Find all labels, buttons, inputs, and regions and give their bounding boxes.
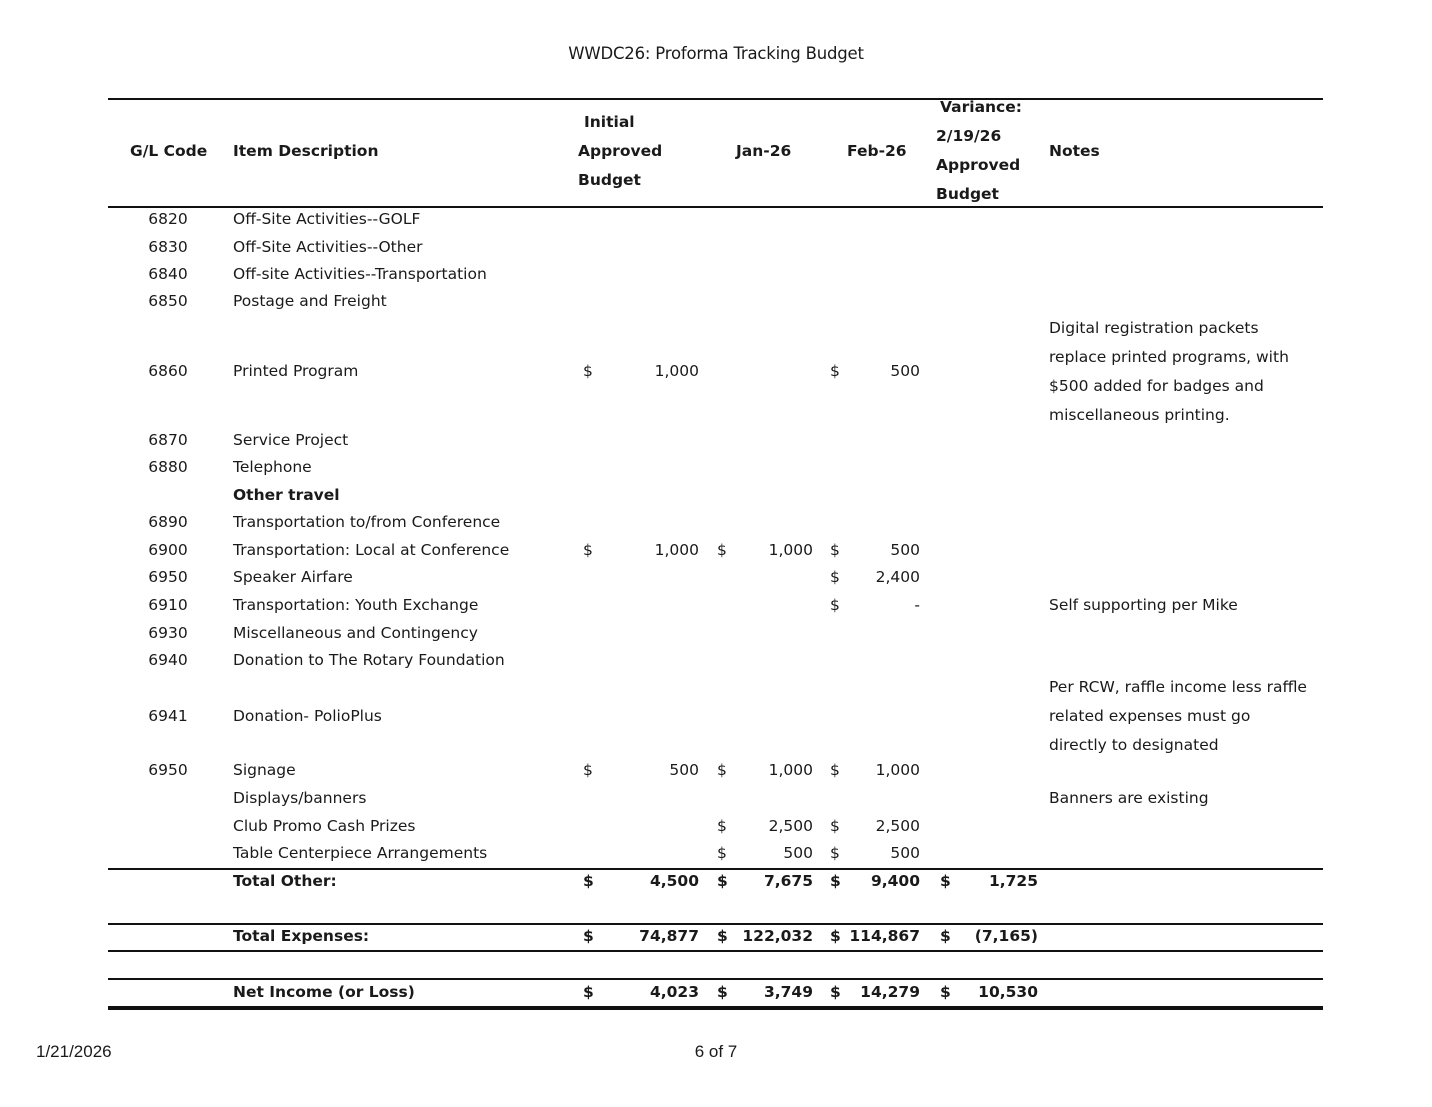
gl-code-cell: 6860 xyxy=(148,362,188,380)
header-variance-line: 2/19/26 xyxy=(936,127,1002,145)
notes-line: miscellaneous printing. xyxy=(1049,405,1230,424)
initial-budget-amount: 500 xyxy=(669,761,699,779)
jan-26-amount: 2,500 xyxy=(768,817,813,835)
jan-26-currency: $ xyxy=(717,761,727,779)
net-income-top-rule xyxy=(108,978,1323,980)
gl-code-cell: 6870 xyxy=(148,431,188,449)
header-notes: Notes xyxy=(1049,142,1100,160)
total-variance-amount: (7,165) xyxy=(974,927,1038,945)
item-description-cell: Miscellaneous and Contingency xyxy=(233,624,478,642)
notes-line: related expenses must go xyxy=(1049,707,1251,725)
total-other-rule xyxy=(108,868,1323,870)
gl-code-cell: 6930 xyxy=(148,624,188,642)
feb-26-amount: - xyxy=(914,596,920,614)
header-top-rule xyxy=(108,98,1323,100)
feb-26-currency: $ xyxy=(830,568,840,586)
item-description-cell: Printed Program xyxy=(233,362,359,380)
notes-cell xyxy=(1049,314,1329,430)
header-feb-26: Feb-26 xyxy=(847,142,907,160)
gl-code-cell: 6940 xyxy=(148,651,188,669)
header-variance-line: Budget xyxy=(936,185,999,203)
feb-26-amount: 1,000 xyxy=(875,761,920,779)
gl-code-cell: 6820 xyxy=(148,210,188,228)
notes-line: Per RCW, raffle income less raffle xyxy=(1049,678,1307,696)
gl-code-cell: 6941 xyxy=(148,707,188,725)
notes-line: replace printed programs, with xyxy=(1049,347,1289,366)
gl-code-cell: 6880 xyxy=(148,458,188,476)
total-feb-26-currency: $ xyxy=(830,927,841,945)
total-jan-26-amount: 7,675 xyxy=(763,872,813,890)
gl-code-cell: 6910 xyxy=(148,596,188,614)
item-description-cell: Other travel xyxy=(233,486,340,504)
feb-26-amount: 500 xyxy=(890,362,920,380)
item-description-cell: Signage xyxy=(233,761,296,779)
item-description-cell: Club Promo Cash Prizes xyxy=(233,817,416,835)
header-variance xyxy=(936,93,1022,209)
header-bottom-rule xyxy=(108,206,1323,208)
item-description-cell: Off-Site Activities--Other xyxy=(233,238,423,256)
jan-26-amount: 1,000 xyxy=(768,541,813,559)
total-variance-amount: 1,725 xyxy=(988,872,1038,890)
item-description-cell: Transportation: Local at Conference xyxy=(233,541,510,559)
header-gl-code: G/L Code xyxy=(130,142,208,160)
total-initial-budget-currency: $ xyxy=(583,872,594,890)
item-description-cell: Service Project xyxy=(233,431,349,449)
header-jan-26: Jan-26 xyxy=(736,142,792,160)
footer-date: 1/21/2026 xyxy=(36,1042,112,1061)
feb-26-amount: 2,500 xyxy=(875,817,920,835)
jan-26-amount: 1,000 xyxy=(768,761,813,779)
gl-code-cell: 6950 xyxy=(148,761,188,779)
notes-line: Self supporting per Mike xyxy=(1049,596,1238,614)
feb-26-currency: $ xyxy=(830,362,840,380)
total-jan-26-amount: 122,032 xyxy=(742,927,813,945)
gl-code-cell: 6850 xyxy=(148,292,188,310)
total-label: Total Other: xyxy=(233,872,337,890)
header-initial-line: Approved xyxy=(578,142,663,160)
feb-26-currency: $ xyxy=(830,596,840,614)
total-initial-budget-currency: $ xyxy=(583,927,594,945)
header-initial-line: Initial xyxy=(584,113,635,131)
feb-26-currency: $ xyxy=(830,761,840,779)
gl-code-cell: 6890 xyxy=(148,513,188,531)
net-income-bottom-rule xyxy=(108,1006,1323,1010)
feb-26-amount: 2,400 xyxy=(875,568,920,586)
notes-line: $500 added for badges and xyxy=(1049,376,1264,395)
item-description-cell: Speaker Airfare xyxy=(233,568,353,586)
item-description-cell: Off-Site Activities--GOLF xyxy=(233,210,421,228)
initial-budget-currency: $ xyxy=(583,362,593,380)
total-variance-amount: 10,530 xyxy=(978,983,1038,1001)
notes-line: directly to designated xyxy=(1049,736,1219,754)
notes-cell xyxy=(1049,673,1329,760)
jan-26-currency: $ xyxy=(717,844,727,862)
gl-code-cell: 6840 xyxy=(148,265,188,283)
gl-code-cell: 6830 xyxy=(148,238,188,256)
header-variance-line: Approved xyxy=(936,156,1021,174)
notes-line: Banners are existing xyxy=(1049,789,1209,807)
notes-cell xyxy=(1049,591,1329,620)
item-description-cell: Donation- PolioPlus xyxy=(233,707,382,725)
total-initial-budget-amount: 4,500 xyxy=(649,872,699,890)
total-label: Total Expenses: xyxy=(233,927,370,945)
header-item-description: Item Description xyxy=(233,142,379,160)
gl-code-cell: 6950 xyxy=(148,568,188,586)
total-initial-budget-amount: 74,877 xyxy=(639,927,699,945)
item-description-cell: Displays/banners xyxy=(233,789,367,807)
feb-26-currency: $ xyxy=(830,844,840,862)
total-jan-26-amount: 3,749 xyxy=(763,983,813,1001)
header-variance-line: Variance: xyxy=(940,98,1022,116)
feb-26-currency: $ xyxy=(830,817,840,835)
total-feb-26-amount: 9,400 xyxy=(870,872,920,890)
total-label: Net Income (or Loss) xyxy=(233,983,415,1001)
total-variance-currency: $ xyxy=(940,927,951,945)
notes-line: Digital registration packets xyxy=(1049,318,1259,337)
total-expenses-top-rule xyxy=(108,923,1323,925)
feb-26-amount: 500 xyxy=(890,844,920,862)
initial-budget-currency: $ xyxy=(583,541,593,559)
jan-26-amount: 500 xyxy=(783,844,813,862)
item-description-cell: Telephone xyxy=(233,458,312,476)
header-initial-line: Budget xyxy=(578,171,641,189)
jan-26-currency: $ xyxy=(717,817,727,835)
item-description-cell: Off-site Activities--Transportation xyxy=(233,265,487,283)
feb-26-amount: 500 xyxy=(890,541,920,559)
total-jan-26-currency: $ xyxy=(717,983,728,1001)
total-initial-budget-amount: 4,023 xyxy=(649,983,699,1001)
total-jan-26-currency: $ xyxy=(717,872,728,890)
feb-26-currency: $ xyxy=(830,541,840,559)
item-description-cell: Transportation to/from Conference xyxy=(233,513,501,531)
total-initial-budget-currency: $ xyxy=(583,983,594,1001)
total-feb-26-currency: $ xyxy=(830,983,841,1001)
total-variance-currency: $ xyxy=(940,983,951,1001)
total-variance-currency: $ xyxy=(940,872,951,890)
footer-page-number: 6 of 7 xyxy=(694,1042,738,1061)
total-feb-26-amount: 14,279 xyxy=(860,983,920,1001)
header-initial-approved-budget xyxy=(578,108,662,195)
total-jan-26-currency: $ xyxy=(717,927,728,945)
page-title: WWDC26: Proforma Tracking Budget xyxy=(568,44,864,63)
item-description-cell: Donation to The Rotary Foundation xyxy=(233,651,505,669)
item-description-cell: Transportation: Youth Exchange xyxy=(233,596,479,614)
total-expenses-bottom-rule xyxy=(108,950,1323,952)
initial-budget-amount: 1,000 xyxy=(654,362,699,380)
gl-code-cell: 6900 xyxy=(148,541,188,559)
item-description-cell: Postage and Freight xyxy=(233,292,387,310)
jan-26-currency: $ xyxy=(717,541,727,559)
item-description-cell: Table Centerpiece Arrangements xyxy=(233,844,488,862)
initial-budget-amount: 1,000 xyxy=(654,541,699,559)
total-feb-26-currency: $ xyxy=(830,872,841,890)
initial-budget-currency: $ xyxy=(583,761,593,779)
notes-cell xyxy=(1049,784,1329,813)
total-feb-26-amount: 114,867 xyxy=(849,927,920,945)
